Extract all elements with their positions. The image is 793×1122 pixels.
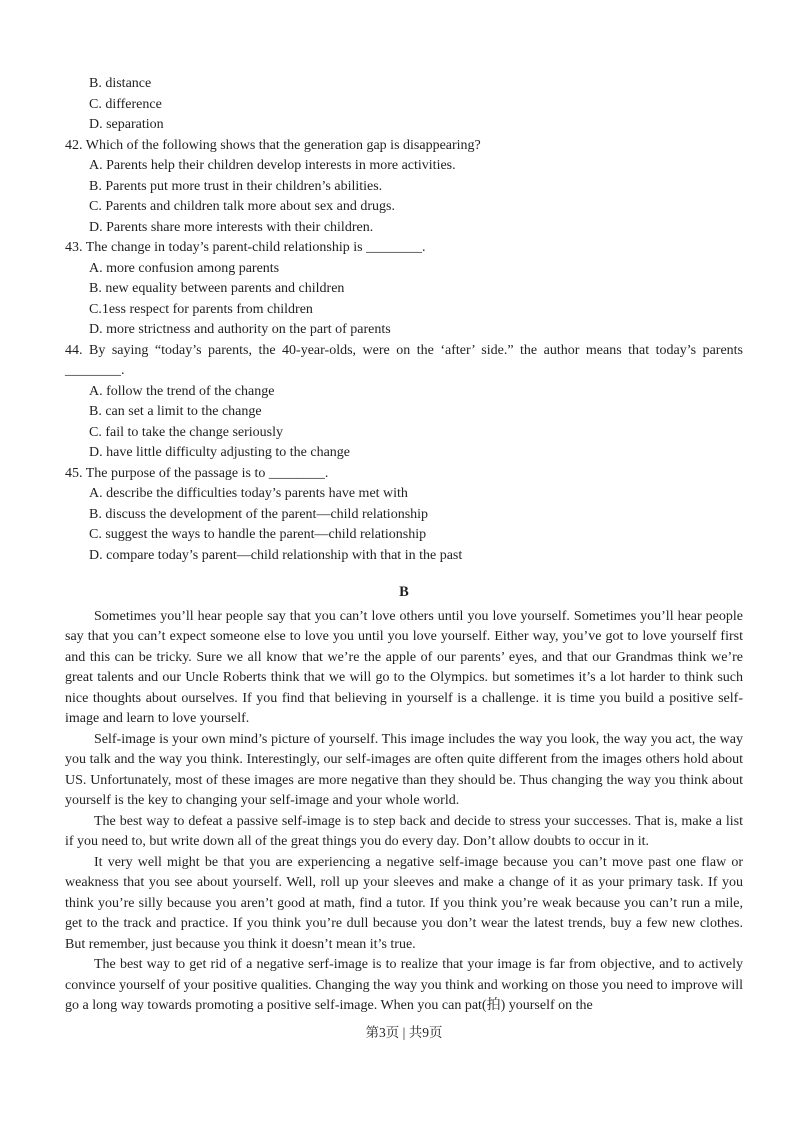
question-43 (65, 238, 743, 341)
question-number: 42. (65, 137, 83, 153)
passage-paragraph: It very well might be that you are experiencing a negative self-image because you can’t move past one flaw or weakness that you see about yourself. Well, roll up your sleeves and make a change of it as your primary task. If you think you’re silly because you aren’t good at math, find a tutor. If you think you’re weak because you can’t run a mile, get to the track and practice. If you think you’re dull because you don’t wear the latest trends, buy a few new clothes. But remember, just because you think it doesn’t mean it’s true. (65, 854, 743, 952)
option: C.1ess respect for parents from children (89, 301, 313, 317)
option: C. Parents and children talk more about sex and drugs. (89, 199, 395, 214)
option: A. Parents help their children develop interests in more activities. (89, 158, 456, 173)
option: A. describe the difficulties today’s parents have met with (89, 486, 408, 501)
question-41-remaining-options (65, 74, 743, 136)
passage-section-heading: B (399, 584, 409, 600)
option: B. discuss the development of the parent—child relationship (89, 506, 429, 522)
question-stem-text: The purpose of the passage is to ________. (85, 465, 329, 481)
option: A. more confusion among parents (89, 260, 280, 276)
question-stem (65, 238, 743, 259)
option: B. new equality between parents and children (89, 281, 345, 296)
option: D. compare today’s parent—child relationship with that in the past (89, 547, 463, 563)
question-44 (65, 341, 743, 464)
option: B. Parents put more trust in their children’s abilities. (89, 178, 383, 194)
question-number: 45. (65, 465, 83, 481)
option: C. fail to take the change seriously (89, 424, 283, 440)
question-stem (65, 136, 743, 157)
option: B. can set a limit to the change (89, 404, 262, 419)
question-number: 43. (65, 240, 83, 255)
passage-paragraph: Self-image is your own mind’s picture of yourself. This image includes the way you look, the way you act, the way you talk and the way you think. Interestingly, our self-images are often quite different from the images others hold about US. Unfortunately, most of these images are more negative than they should be. Thus changing the way you think about yourself is the key to changing your self-image and your whole world. (65, 731, 743, 808)
passage-section (65, 582, 743, 1017)
option: C. suggest the ways to handle the parent—child relationship (89, 527, 427, 542)
question-stem (65, 341, 743, 382)
passage-paragraph: The best way to defeat a passive self-image is to step back and decide to stress your successes. That is, make a list if you need to, but write down all of the great things you do every day. Don’t allow doubts to occur in it. (65, 813, 743, 849)
option: A. follow the trend of the change (89, 383, 275, 399)
option: B. distance (89, 76, 152, 91)
option: D. Parents share more interests with their children. (89, 219, 374, 235)
question-stem (65, 464, 743, 485)
passage-paragraph: Sometimes you’ll hear people say that you can’t love others until you love yourself. Sometimes you’ll hear people say that you can’t expect someone else to love you until you love yourself. Either way, you’ve got to love yourself first and this can be tricky. Sure we all know that we’re the apple of our parents’ eyes, and that our Grandmas think we’re great talents and our Uncle Roberts think that we will go to the Olympics. but sometimes it’s a lot harder to think such nice thoughts about ourselves. If you find that believing in yourself is a challenge. it is time you build a positive self-image and learn to love yourself. (65, 608, 743, 726)
question-stem-text: The change in today’s parent-child relationship is ________. (85, 240, 426, 255)
question-45 (65, 464, 743, 567)
option: D. separation (89, 117, 164, 132)
passage-paragraph: The best way to get rid of a negative serf-image is to realize that your image is far from objective, and to actively convince yourself of your positive qualities. Changing the way you think and working on those you need to improve will go a long way towards promoting a positive self-image. When you can pat(拍) yourself on the (65, 957, 743, 1013)
question-stem-text: Which of the following shows that the generation gap is disappearing? (85, 137, 481, 153)
option: C. difference (89, 96, 162, 112)
option: D. have little difficulty adjusting to the change (89, 445, 351, 460)
question-number: 44. (65, 342, 83, 358)
question-stem-text: By saying “today’s parents, the 40-year-olds, were on the ‘after’ side.” the author means that today’s parents ________. (65, 342, 744, 378)
questions-section (65, 74, 743, 566)
page-footer: 第3页 | 共9页 (365, 1024, 443, 1040)
option: D. more strictness and authority on the part of parents (89, 322, 391, 337)
question-42 (65, 136, 743, 239)
